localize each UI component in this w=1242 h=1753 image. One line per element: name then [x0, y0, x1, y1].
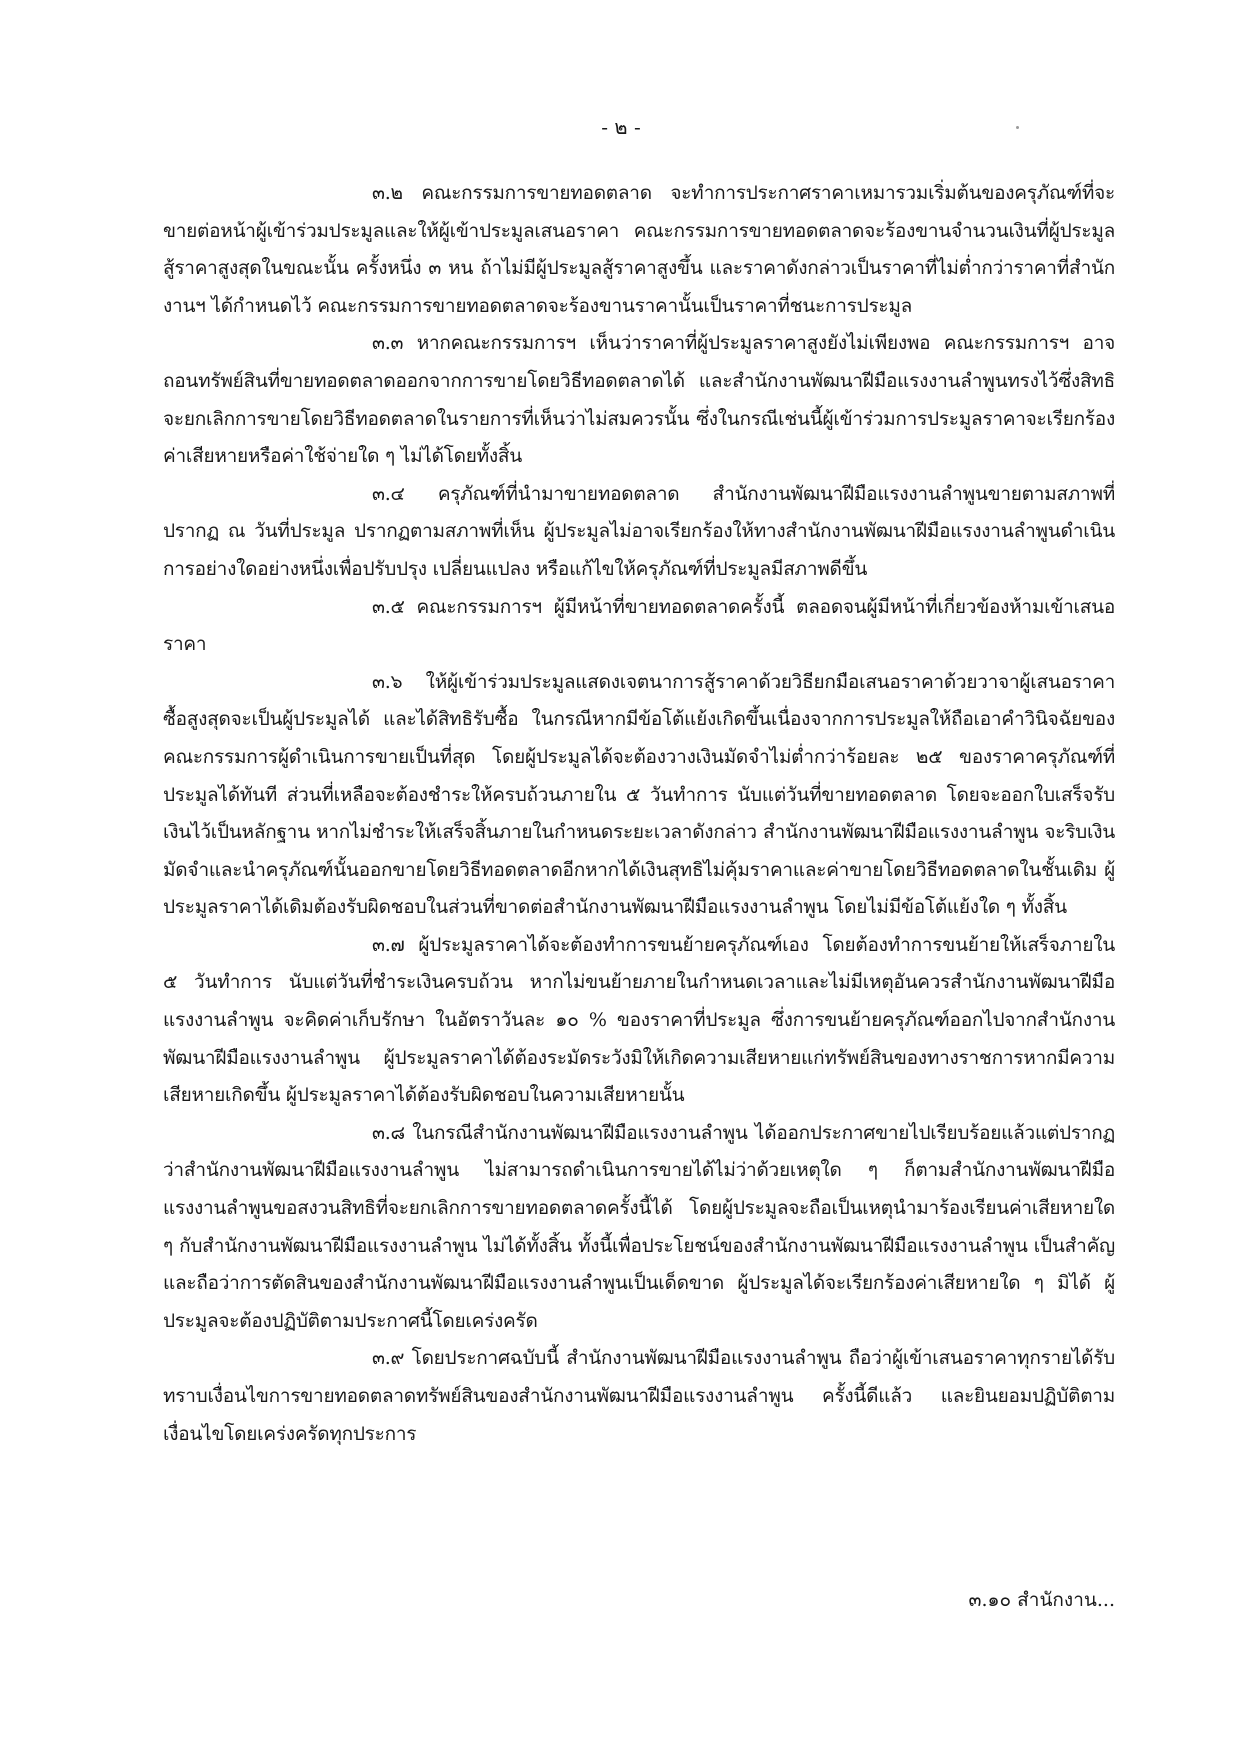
clause-3-2: ๓.๒ คณะกรรมการขายทอดตลาด จะทำการประกาศราคาเหมารวมเริ่มต้นของครุภัณฑ์ที่จะขายต่อหน้าผู้เข้าร่วมประมูลและให้ผู้เข้าประมูลเสนอราคา คณะกรรมการขายทอดตลาดจะร้องขานจำนวนเงินที่ผู้ประมูลสู้ราคาสูงสุดในขณะนั้น ครั้งหนึ่ง ๓ หน ถ้าไม่มีผู้ประมูลสู้ราคาสูงขึ้น และราคาดังกล่าวเป็นราคาที่ไม่ต่ำกว่าราคาที่สำนักงานฯ ได้กำหนดไว้ คณะกรรมการขายทอดตลาดจะร้องขานราคานั้นเป็นราคาที่ชนะการประมูล: [163, 182, 1115, 317]
clause-3-8: ๓.๘ ในกรณีสำนักงานพัฒนาฝีมือแรงงานลำพูน ได้ออกประกาศขายไปเรียบร้อยแล้วแต่ปรากฏว่าสำนักงานพัฒนาฝีมือแรงงานลำพูน ไม่สามารถดำเนินการขายได้ไม่ว่าด้วยเหตุใด ๆ ก็ตามสำนักงานพัฒนาฝีมือแรงงานลำพูนขอสงวนสิทธิที่จะยกเลิกการขายทอดตลาดครั้งนี้ได้ โดยผู้ประมูลจะถือเป็นเหตุนำมาร้องเรียนค่าเสียหายใด ๆ กับสำนักงานพัฒนาฝีมือแรงงานลำพูน ไม่ได้ทั้งสิ้น ทั้งนี้เพื่อประโยชน์ของสำนักงานพัฒนาฝีมือแรงงานลำพูน เป็นสำคัญและถือว่าการตัดสินของสำนักงานพัฒนาฝีมือแรงงานลำพูนเป็นเด็ดขาด ผู้ประมูลได้จะเรียกร้องค่าเสียหายใด ๆ มิได้ ผู้ประมูลจะต้องปฏิบัติตามประกาศนี้โดยเคร่งครัด: [163, 1121, 1115, 1332]
continuation-marker: ๓.๑๐ สำนักงาน...: [968, 1589, 1115, 1611]
clause-3-5: ๓.๕ คณะกรรมการฯ ผู้มีหน้าที่ขายทอดตลาดครั้งนี้ ตลอดจนผู้มีหน้าที่เกี่ยวข้องห้ามเข้าเสนอราคา: [163, 595, 1115, 656]
clause-3-9: ๓.๙ โดยประกาศฉบับนี้ สำนักงานพัฒนาฝีมือแรงงานลำพูน ถือว่าผู้เข้าเสนอราคาทุกรายได้รับทราบเงื่อนไขการขายทอดตลาดทรัพย์สินของสำนักงานพัฒนาฝีมือแรงงานลำพูน ครั้งนี้ดีแล้ว และยินยอมปฏิบัติตามเงื่อนไขโดยเคร่งครัดทุกประการ: [163, 1347, 1115, 1445]
clause-3-6: ๓.๖ ให้ผู้เข้าร่วมประมูลแสดงเจตนาการสู้ราคาด้วยวิธียกมือเสนอราคาด้วยวาจาผู้เสนอราคาซื้อสูงสุดจะเป็นผู้ประมูลได้ และได้สิทธิรับซื้อ ในกรณีหากมีข้อโต้แย้งเกิดขึ้นเนื่องจากการประมูลให้ถือเอาคำวินิจฉัยของคณะกรรมการผู้ดำเนินการขายเป็นที่สุด โดยผู้ประมูลได้จะต้องวางเงินมัดจำไม่ต่ำกว่าร้อยละ ๒๕ ของราคาครุภัณฑ์ที่ประมูลได้ทันที ส่วนที่เหลือจะต้องชำระให้ครบถ้วนภายใน ๕ วันทำการ นับแต่วันที่ขายทอดตลาด โดยจะออกใบเสร็จรับเงินไว้เป็นหลักฐาน หากไม่ชำระให้เสร็จสิ้นภายในกำหนดระยะเวลาดังกล่าว สำนักงานพัฒนาฝีมือแรงงานลำพูน จะริบเงินมัดจำและนำครุภัณฑ์นั้นออกขายโดยวิธีทอดตลาดอีกหากได้เงินสุทธิไม่คุ้มราคาและค่าขายโดยวิธีทอดตลาดในชั้นเดิม ผู้ประมูลราคาได้เดิมต้องรับผิดชอบในส่วนที่ขาดต่อสำนักงานพัฒนาฝีมือแรงงานลำพูน โดยไม่มีข้อโต้แย้งใด ๆ ทั้งสิ้น: [163, 670, 1115, 919]
clause-3-4: ๓.๔ ครุภัณฑ์ที่นำมาขายทอดตลาด สำนักงานพัฒนาฝีมือแรงงานลำพูนขายตามสภาพที่ปรากฏ ณ วันที่ประมูล ปรากฏตามสภาพที่เห็น ผู้ประมูลไม่อาจเรียกร้องให้ทางสำนักงานพัฒนาฝีมือแรงงานลำพูนดำเนินการอย่างใดอย่างหนึ่งเพื่อปรับปรุง เปลี่ยนแปลง หรือแก้ไขให้ครุภัณฑ์ที่ประมูลมีสภาพดีขึ้น: [163, 482, 1115, 580]
scan-speck: [1016, 126, 1019, 129]
clause-3-3: ๓.๓ หากคณะกรรมการฯ เห็นว่าราคาที่ผู้ประมูลราคาสูงยังไม่เพียงพอ คณะกรรมการฯ อาจถอนทรัพย์สินที่ขายทอดตลาดออกจากการขายโดยวิธีทอดตลาดได้ และสำนักงานพัฒนาฝีมือแรงงานลำพูนทรงไว้ซึ่งสิทธิ จะยกเลิกการขายโดยวิธีทอดตลาดในรายการที่เห็นว่าไม่สมควรนั้น ซึ่งในกรณีเช่นนี้ผู้เข้าร่วมการประมูลราคาจะเรียกร้องค่าเสียหายหรือค่าใช้จ่ายใด ๆ ไม่ได้โดยทั้งสิ้น: [163, 332, 1115, 468]
page-number: - ๒ -: [601, 115, 641, 139]
clause-3-7: ๓.๗ ผู้ประมูลราคาได้จะต้องทำการขนย้ายครุภัณฑ์เอง โดยต้องทำการขนย้ายให้เสร็จภายใน ๕ วันทำการ นับแต่วันที่ชำระเงินครบถ้วน หากไม่ขนย้ายภายในกำหนดเวลาและไม่มีเหตุอันควรสำนักงานพัฒนาฝีมือแรงงานลำพูน จะคิดค่าเก็บรักษา ในอัตราวันละ ๑๐ % ของราคาที่ประมูล ซึ่งการขนย้ายครุภัณฑ์ออกไปจากสำนักงานพัฒนาฝีมือแรงงานลำพูน ผู้ประมูลราคาได้ต้องระมัดระวังมิให้เกิดความเสียหายแก่ทรัพย์สินของทางราชการหากมีความเสียหายเกิดขึ้น ผู้ประมูลราคาได้ต้องรับผิดชอบในความเสียหายนั้น: [163, 933, 1115, 1107]
document-body: [163, 175, 1115, 1453]
